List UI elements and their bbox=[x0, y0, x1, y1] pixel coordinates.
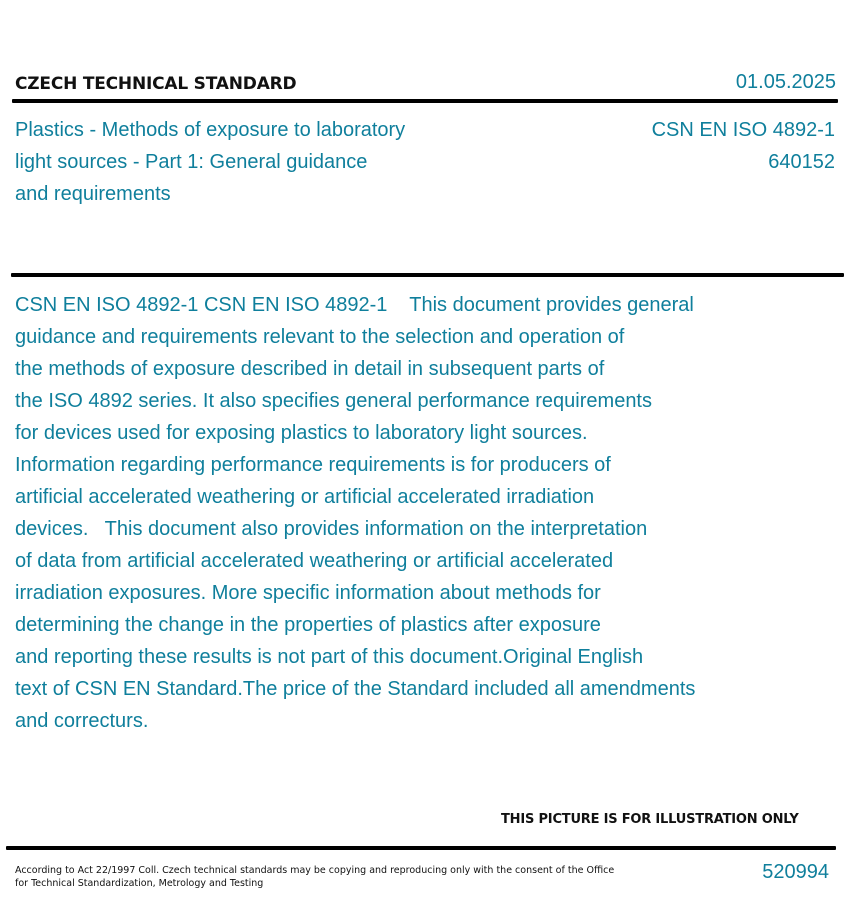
abstract-line: CSN EN ISO 4892-1 CSN EN ISO 4892-1 This document provides general bbox=[15, 294, 694, 316]
abstract-line: Information regarding performance requirements is for producers of bbox=[15, 454, 611, 476]
standard-code: CSN EN ISO 4892-1 bbox=[651, 119, 835, 141]
abstract-line: guidance and requirements relevant to the selection and operation of bbox=[15, 326, 625, 348]
illustration-note: THIS PICTURE IS FOR ILLUSTRATION ONLY bbox=[501, 812, 799, 827]
abstract-line: and correcturs. bbox=[15, 710, 149, 732]
abstract-line: of data from artificial accelerated weathering or artificial accelerated bbox=[15, 550, 614, 572]
header-rule bbox=[12, 99, 838, 103]
legal-notice-line: According to Act 22/1997 Coll. Czech technical standards may be copying and reproducing only with the consent of the Office bbox=[15, 865, 615, 876]
header-title: CZECH TECHNICAL STANDARD bbox=[15, 74, 297, 94]
abstract-line: for devices used for exposing plastics to laboratory light sources. bbox=[15, 422, 588, 444]
abstract-line: irradiation exposures. More specific information about methods for bbox=[15, 582, 601, 604]
abstract-line: and reporting these results is not part of this document.Original English bbox=[15, 646, 644, 668]
legal-notice bbox=[15, 864, 615, 890]
standard-title-line: and requirements bbox=[15, 183, 171, 205]
abstract-line: artificial accelerated weathering or artificial accelerated irradiation bbox=[15, 486, 595, 508]
abstract-line: the methods of exposure described in detail in subsequent parts of bbox=[15, 358, 605, 380]
document-id: 520994 bbox=[762, 861, 829, 883]
standard-abstract bbox=[15, 289, 755, 737]
classification-number: 640152 bbox=[768, 151, 835, 173]
abstract-line: text of CSN EN Standard.The price of the Standard included all amendments bbox=[15, 678, 696, 700]
publication-date: 01.05.2025 bbox=[735, 71, 836, 93]
section-rule bbox=[11, 273, 844, 277]
standard-title-line: Plastics - Methods of exposure to laboratory bbox=[15, 119, 406, 141]
abstract-line: devices. This document also provides information on the interpretation bbox=[15, 518, 648, 540]
abstract-line: the ISO 4892 series. It also specifies general performance requirements bbox=[15, 390, 652, 412]
standard-title bbox=[15, 114, 475, 210]
standard-codes bbox=[652, 114, 835, 178]
standard-title-line: light sources - Part 1: General guidance bbox=[15, 151, 368, 173]
footer-rule bbox=[6, 846, 836, 850]
abstract-line: determining the change in the properties of plastics after exposure bbox=[15, 614, 601, 636]
legal-notice-line: for Technical Standardization, Metrology and Testing bbox=[15, 878, 264, 889]
